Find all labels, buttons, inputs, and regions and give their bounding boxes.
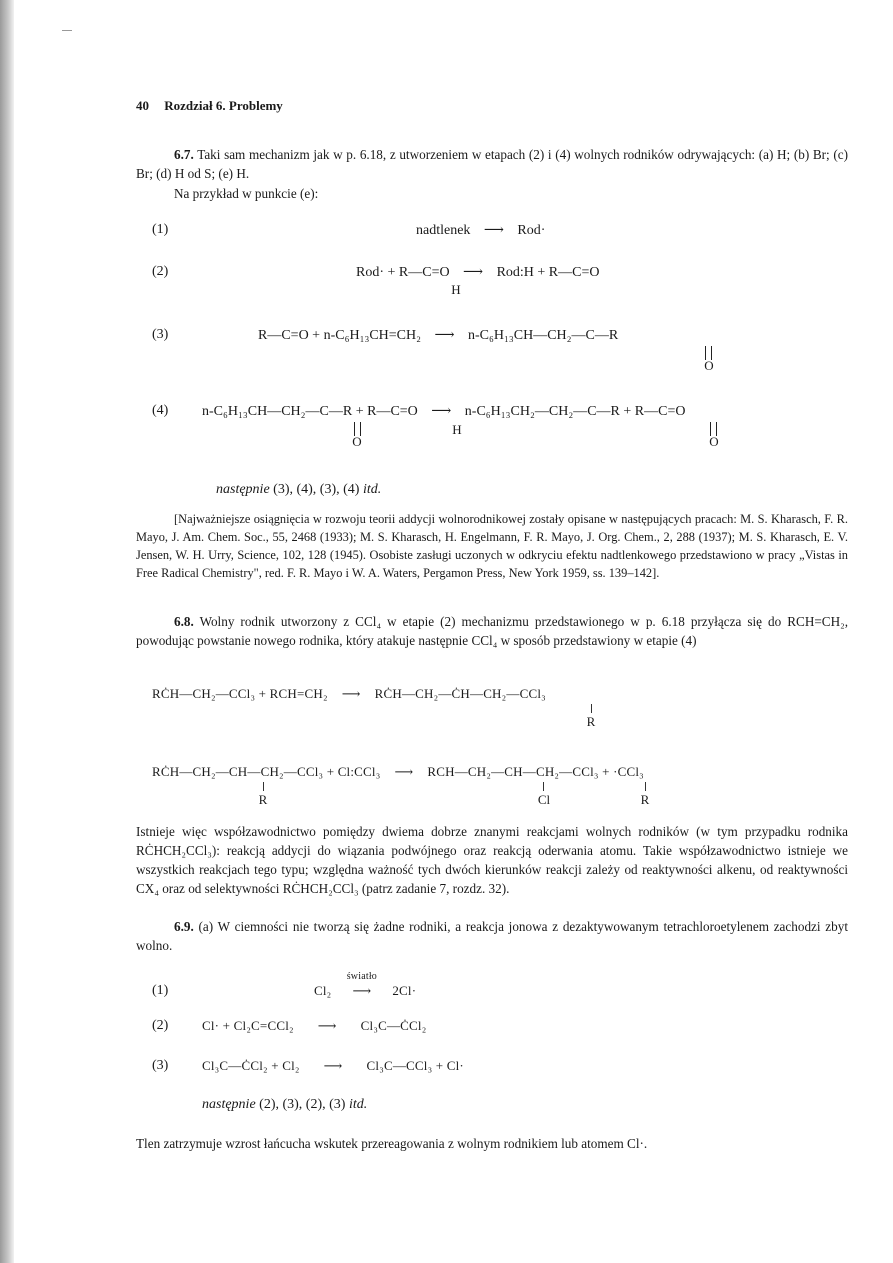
light-label: światło	[346, 971, 378, 982]
then-word: następnie	[216, 482, 270, 497]
eq1-right: Rod·	[517, 223, 546, 238]
reaction-arrow: ⟶	[341, 686, 361, 701]
then-sequence: (3), (4), (3), (4)	[273, 482, 360, 497]
scheme3-eq1	[314, 971, 417, 999]
single-bond-mark	[543, 782, 544, 791]
eq2-hydrogen: H	[451, 282, 461, 297]
scheme2-eqB	[152, 764, 644, 780]
eqB-r-group-2: R	[640, 792, 650, 807]
reaction-arrow: ⟶	[483, 223, 504, 238]
scheme1-eq4	[202, 403, 685, 420]
scheme3-eq3	[202, 1058, 464, 1074]
single-bond-mark	[591, 704, 592, 713]
reaction-arrow: ⟶	[434, 328, 455, 343]
reaction-arrow: ⟶	[317, 1018, 337, 1033]
eqA-r-group: R	[586, 714, 596, 729]
problem-6-8-number: 6.8.	[174, 614, 194, 629]
problem-6-7-text: Taki sam mechanizm jak w p. 6.18, z utworzeniem w etapach (2) i (4) wolnych rodników odrywających: (a) H; (b) Br; (c) Br; (d) H od S; (e) H.	[136, 147, 848, 181]
eq2-right: Rod:H + R—C=O	[496, 265, 600, 280]
step-label-3: (3)	[152, 1058, 169, 1073]
problem-6-8-paragraph	[136, 612, 848, 650]
step-label-1: (1)	[152, 983, 169, 998]
problem-6-7-number: 6.7.	[174, 147, 194, 162]
running-head	[136, 98, 283, 114]
reaction-arrow: ⟶	[394, 764, 414, 779]
etc-word: itd.	[362, 482, 382, 497]
single-bond-mark	[645, 782, 646, 791]
etc-word: itd.	[348, 1097, 368, 1112]
running-title: Rozdział 6. Problemy	[164, 98, 283, 113]
problem-6-9-number: 6.9.	[174, 919, 194, 934]
scheme1-continuation	[216, 482, 381, 498]
eq4-right: n-C₆H₁₃CH₂—CH₂—C—R + R—C=O	[464, 404, 686, 419]
problem-6-9-text: (a) W ciemności nie tworzą się żadne rodniki, a reakcja jonowa z dezaktywowanym tetrachloroetylenem zachodzi zbyt wolno.	[136, 919, 849, 953]
reaction-arrow: ⟶	[323, 1058, 343, 1073]
then-sequence: (2), (3), (2), (3)	[259, 1097, 346, 1112]
eqA-right: RĊH—CH₂—ĊH—CH₂—CCl₃	[374, 686, 546, 701]
reaction-arrow: ⟶	[352, 983, 372, 998]
eq4-hydrogen: H	[452, 422, 462, 437]
s3-eq2-left: Cl· + Cl₂C=CCl₂	[202, 1018, 294, 1033]
s3-eq2-right: Cl₃C—ĊCl₂	[360, 1018, 427, 1033]
scan-mark	[62, 30, 72, 31]
step-label-2: (2)	[152, 1018, 169, 1033]
scheme3-eq2	[202, 1018, 426, 1034]
step-label-4: (4)	[152, 403, 169, 418]
eq1-left: nadtlenek	[416, 223, 471, 238]
single-bond-mark	[263, 782, 264, 791]
step-label-3: (3)	[152, 327, 169, 342]
scheme1-eq3	[258, 327, 618, 344]
eqB-r-group-1: R	[258, 792, 268, 807]
scheme2-eqA	[152, 686, 546, 702]
step-label-1: (1)	[152, 222, 169, 237]
eqA-left: RĊH—CH₂—CCl₃ + RCH=CH₂	[152, 686, 328, 701]
s3-eq3-left: Cl₃C—ĊCl₂ + Cl₂	[202, 1058, 300, 1073]
eq3-oxygen: O	[704, 358, 714, 373]
eq2-left: Rod· + R—C=O	[356, 265, 450, 280]
closing-paragraph: Tlen zatrzymuje wzrost łańcucha wskutek przereagowania z wolnym rodnikiem lub atomem Cl·.	[136, 1136, 648, 1151]
problem-6-7-paragraph	[136, 145, 848, 183]
reaction-arrow: ⟶	[431, 404, 452, 419]
eq4-oxygen-2: O	[709, 434, 719, 449]
problem-6-9-paragraph	[136, 917, 848, 955]
eq4-left: n-C₆H₁₃CH—CH₂—C—R + R—C=O	[202, 404, 418, 419]
page-number: 40	[136, 98, 149, 113]
light-arrow	[335, 971, 389, 999]
step-label-2: (2)	[152, 264, 169, 279]
eq4-oxygen-1: O	[352, 434, 362, 449]
problem-6-8-discussion: Istnieje więc współzawodnictwo pomiędzy dwiema dobrze znanymi reakcjami wolnych rodników (w tym przypadku rodnika RĊHCH₂CCl₃): reakcją addycji do wiązania podwójnego oraz reakcją oderwania atomu. Takie współzawodnictwo istnieje we wszystkich reakcjach tego typu; względna ważność tych dwóch kierunków reakcji zależy od reaktywności alkenu, od reaktywności CX₄ oraz od selektywności RĊHCH₂CCl₃ (patrz zadanie 7, rozdz. 32).	[136, 824, 848, 896]
eqB-left: RĊH—CH₂—CH—CH₂—CCl₃ + Cl:CCl₃	[152, 764, 381, 779]
problem-6-7-example-intro	[136, 184, 848, 203]
s3-eq3-right: Cl₃C—CCl₃ + Cl·	[366, 1058, 464, 1073]
s3-eq1-left: Cl₂	[314, 983, 332, 998]
reaction-arrow: ⟶	[463, 265, 484, 280]
literature-note: [Najważniejsze osiągnięcia w rozwoju teorii addycji wolnorodnikowej zostały opisane w następujących pracach: M. S. Kharasch, F. R. Mayo, J. Am. Chem. Soc., 55, 2468 (1933); M. S. Kharasch, H. Engelmann, F. R. Mayo, J. Org. Chem., 2, 288 (1937); M. S. Kharasch, E. V. Jensen, W. H. Urry, Science, 102, 128 (1945). Osobiste zasługi uczonych w odkryciu efektu nadtlenkowego przedstawiono w pracy „Vistas in Free Radical Chemistry", red. F. R. Mayo i W. A. Waters, Pergamon Press, New York 1959, ss. 139–142].	[136, 512, 848, 580]
scan-edge-shadow	[0, 0, 14, 1263]
s3-eq1-right: 2Cl·	[392, 983, 417, 998]
scheme3-continuation	[202, 1097, 367, 1113]
eq3-left: R—C=O + n-C₆H₁₃CH=CH₂	[258, 328, 422, 343]
eqB-right: RCH—CH₂—CH—CH₂—CCl₃ + ·CCl₃	[427, 764, 644, 779]
eqB-chlorine: Cl	[537, 792, 551, 807]
scheme1-eq1	[416, 222, 545, 239]
eq3-right: n-C₆H₁₃CH—CH₂—C—R	[468, 328, 619, 343]
example-intro-text: Na przykład w punkcie (e):	[174, 186, 319, 201]
problem-6-8-text: Wolny rodnik utworzony z CCl₄ w etapie (2) mechanizmu przedstawionego w p. 6.18 przyłącza się do RCH=CH₂, powodując powstanie nowego rodnika, który atakuje następnie CCl₄ w sposób przedstawiony w etapie (4)	[136, 614, 849, 648]
scheme1-eq2	[356, 264, 600, 281]
then-word: następnie	[202, 1097, 256, 1112]
